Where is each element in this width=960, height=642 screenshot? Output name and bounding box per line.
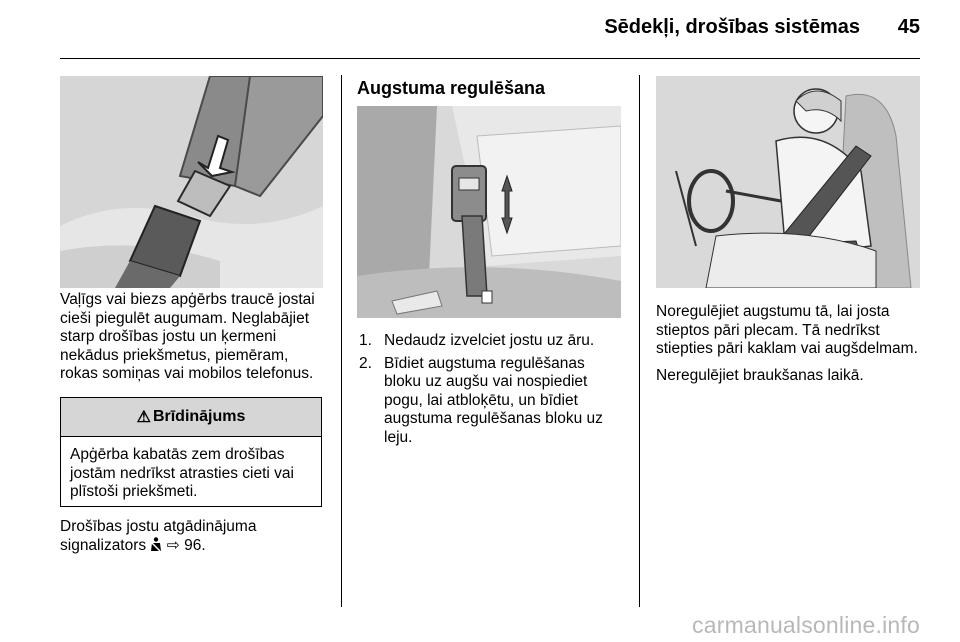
step-text: Bīdiet augstuma regulēšanas bloku uz augšu vai nospiediet pogu, lai atbloķētu, un bīdiet augstuma regulēšanas bloku uz leju. <box>384 354 603 446</box>
reminder-line-2 <box>60 537 330 556</box>
step-number: 1. <box>359 332 372 349</box>
reminder-label: signalizators <box>60 536 147 554</box>
clothing-paragraph: Vaļīgs vai biezs apģērbs traucē jostai cieši piegulēt augumam. Neglabājiet starp drošības jostu un ķermeni nekādus priekšmetus, piemēram, rokas somiņas vai mobilos telefonus. <box>60 291 315 382</box>
height-adjuster-illustration <box>357 106 621 318</box>
seatbelt-icon <box>150 537 166 554</box>
page-header-title: Sēdekļi, drošības sistēmas <box>604 16 860 38</box>
warning-title: Brīdinājums <box>152 408 246 425</box>
adjustment-steps <box>357 332 619 451</box>
adjust-height-paragraph: Noregulējiet augstumu tā, lai josta stieptos pāri plecam. Tā nedrīkst stiepties pāri kaklam vai augšdelmam. <box>656 303 918 357</box>
step-number: 2. <box>359 354 372 372</box>
driving-warning-paragraph: Neregulējiet braukšanas laikā. <box>656 366 864 384</box>
section-heading: Augstuma regulēšana <box>357 78 546 98</box>
right-text <box>656 303 918 393</box>
header-rule <box>60 58 920 59</box>
column-divider <box>341 75 342 607</box>
reminder-text <box>60 518 330 555</box>
step-1 <box>357 332 619 351</box>
step-2 <box>357 355 619 448</box>
watermark: carmanualsonline.info <box>692 612 920 638</box>
buckle-illustration <box>60 76 323 288</box>
step-text: Nedaudz izvelciet jostu uz āru. <box>384 332 595 349</box>
warning-triangle-icon: ⚠ <box>136 409 151 426</box>
warning-box <box>60 397 322 507</box>
belt-positioning-illustration <box>656 76 920 288</box>
page-number: 45 <box>897 16 920 38</box>
page-reference-arrow-icon: ⇨ <box>166 536 180 554</box>
column-divider <box>639 75 640 607</box>
reminder-line-1: Drošības jostu atgādinājuma <box>60 518 257 535</box>
warning-header <box>61 398 321 437</box>
page-reference[interactable]: 96. <box>184 536 206 554</box>
warning-text: Apģērba kabatās zem drošības jostām nedrīkst atrasties cieti vai plīstoši priekšmeti. <box>70 446 294 500</box>
